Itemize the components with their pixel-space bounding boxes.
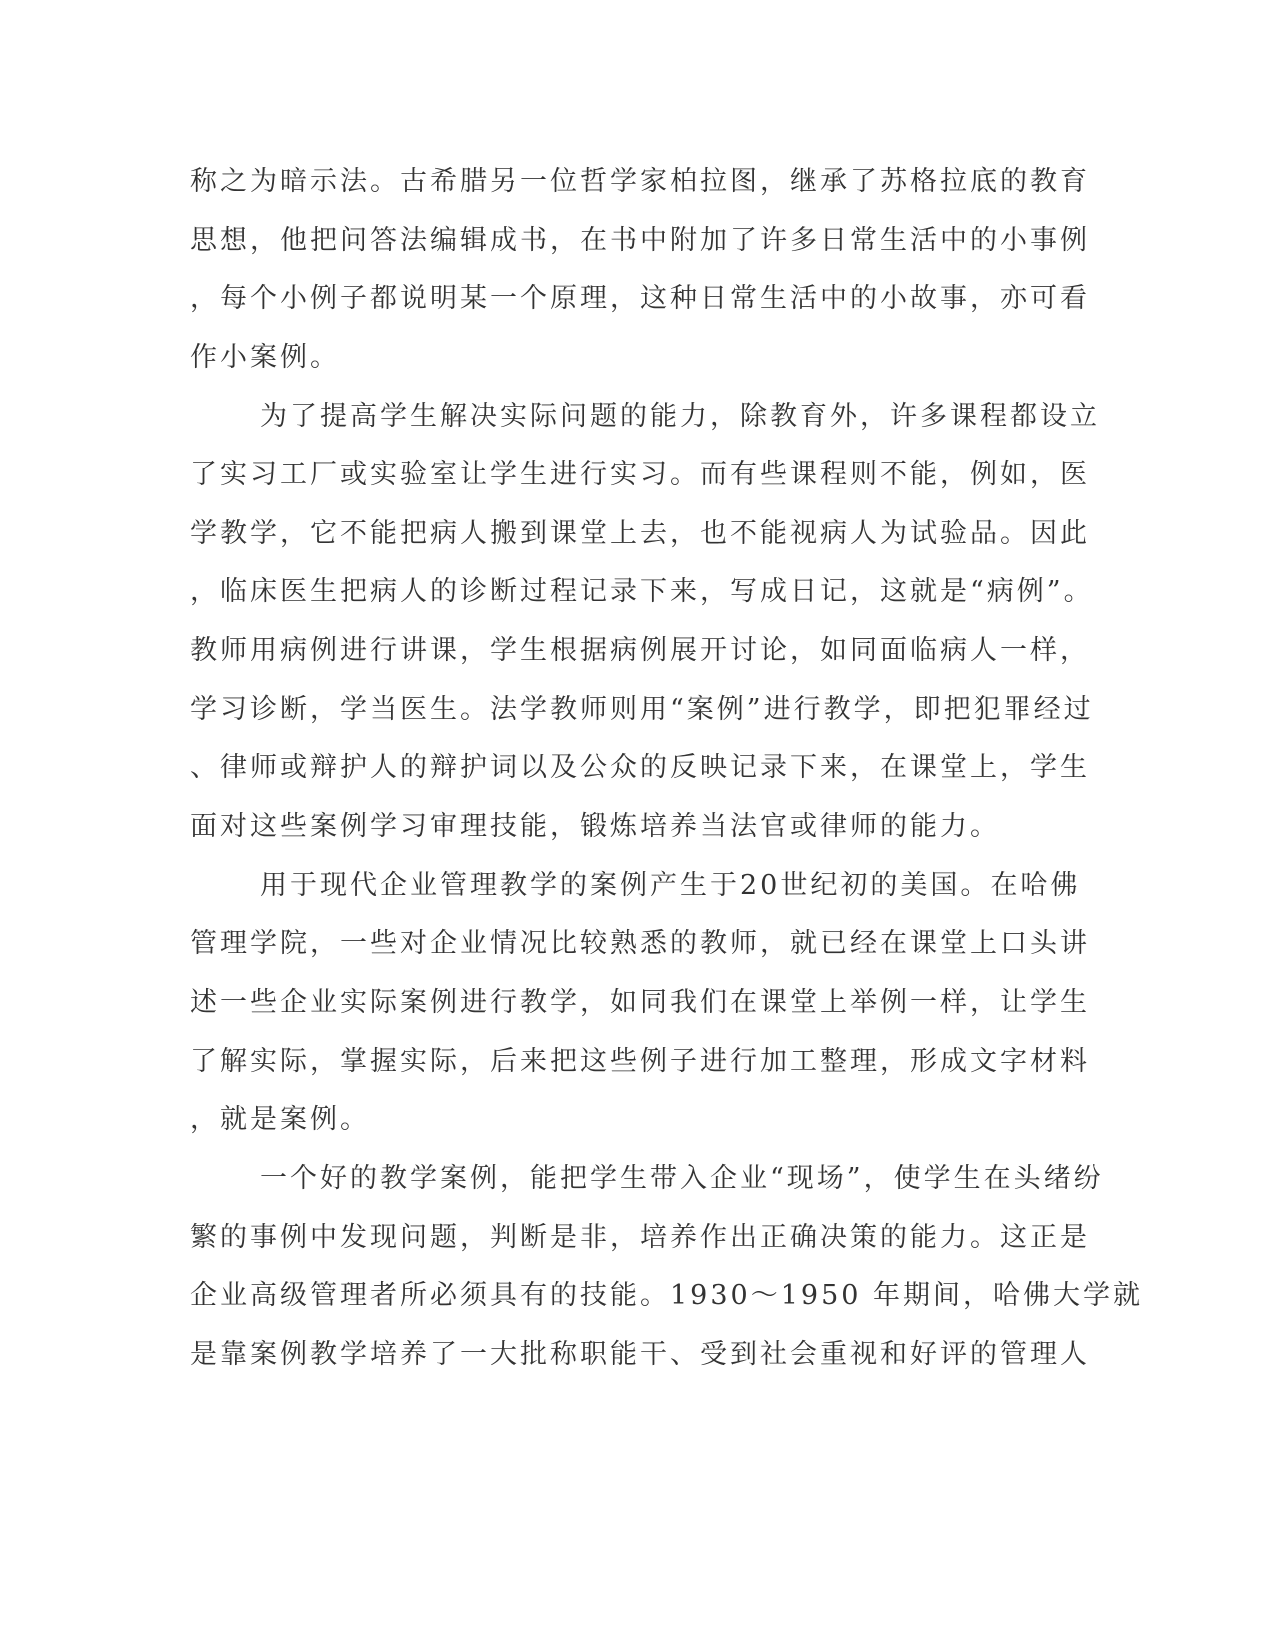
text-line: 作小案例。 xyxy=(190,342,340,373)
paragraph-first-line: 一个好的教学案例，能把学生带入企业“现场”，使学生在头绪纷 xyxy=(260,1163,1104,1194)
text-line: 了解实际，掌握实际，后来把这些例子进行加工整理，形成文字材料 xyxy=(190,1046,1090,1077)
text-line: ，临床医生把病人的诊断过程记录下来，写成日记，这就是“病例”。 xyxy=(190,576,1094,607)
text-line: 学教学，它不能把病人搬到课堂上去，也不能视病人为试验品。因此 xyxy=(190,518,1090,549)
paragraph-first-line: 为了提高学生解决实际问题的能力，除教育外，许多课程都设立 xyxy=(260,401,1100,432)
text-line: 是靠案例教学培养了一大批称职能干、受到社会重视和好评的管理人 xyxy=(190,1339,1090,1370)
text-line: 思想，他把问答法编辑成书，在书中附加了许多日常生活中的小事例 xyxy=(190,225,1090,256)
text-line: 面对这些案例学习审理技能，锻炼培养当法官或律师的能力。 xyxy=(190,811,1000,842)
text-line: ，就是案例。 xyxy=(190,1104,370,1135)
text-line: 教师用病例进行讲课，学生根据病例展开讨论，如同面临病人一样， xyxy=(190,635,1090,666)
text-line: 述一些企业实际案例进行教学，如同我们在课堂上举例一样，让学生 xyxy=(190,987,1090,1018)
text-line: 繁的事例中发现问题，判断是非，培养作出正确决策的能力。这正是 xyxy=(190,1222,1090,1253)
text-line: ，每个小例子都说明某一个原理，这种日常生活中的小故事，亦可看 xyxy=(190,283,1090,314)
text-line: 了实习工厂或实验室让学生进行实习。而有些课程则不能，例如，医 xyxy=(190,459,1090,490)
paragraph-first-line: 用于现代企业管理教学的案例产生于20世纪初的美国。在哈佛 xyxy=(260,870,1081,901)
text-line: 管理学院，一些对企业情况比较熟悉的教师，就已经在课堂上口头讲 xyxy=(190,928,1090,959)
text-line: 企业高级管理者所必须具有的技能。1930～1950 年期间，哈佛大学就 xyxy=(190,1280,1144,1311)
text-line: 称之为暗示法。古希腊另一位哲学家柏拉图，继承了苏格拉底的教育 xyxy=(190,166,1090,197)
text-line: 学习诊断，学当医生。法学教师则用“案例”进行教学，即把犯罪经过 xyxy=(190,694,1094,725)
text-line: 、律师或辩护人的辩护词以及公众的反映记录下来，在课堂上，学生 xyxy=(190,752,1090,783)
